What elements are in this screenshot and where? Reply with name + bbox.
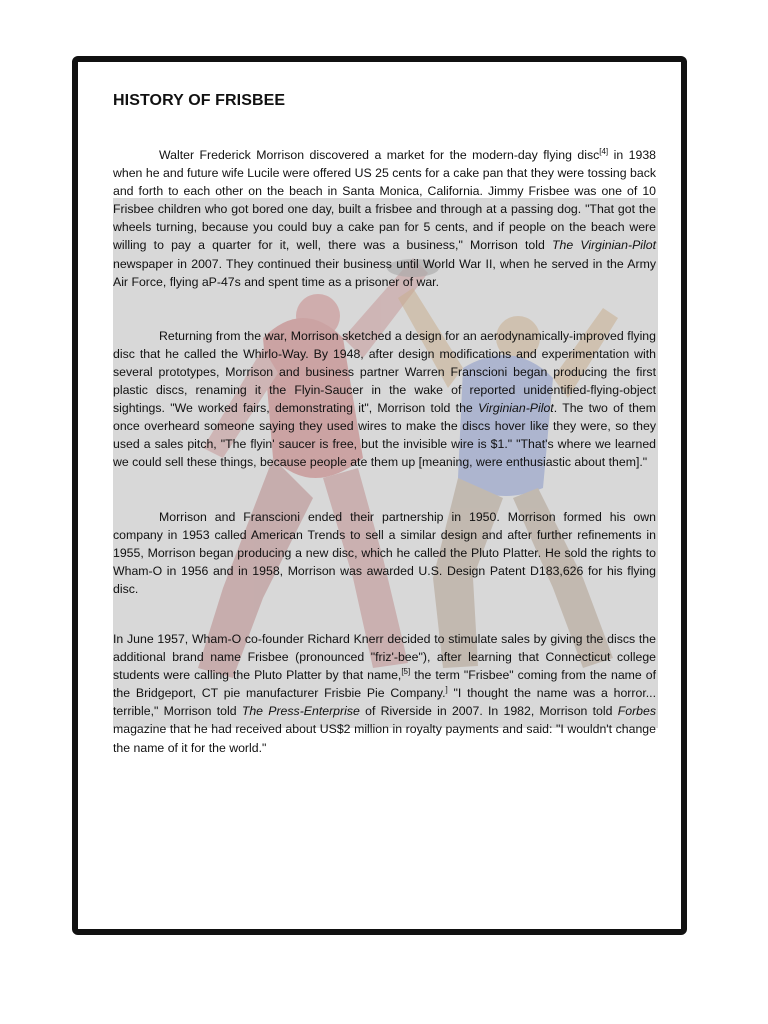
p4-text-c: "I thought the name was a horror... terrible," Morrison told [113, 686, 656, 719]
p4-text-e: magazine that he had received about US$2 million in royalty payments and said: "I wouldn't change the name of it for the world." [113, 722, 656, 755]
paragraph-1 [113, 146, 656, 291]
p1-italic-virginian-pilot: The Virginian-Pilot [552, 238, 657, 253]
p4-italic-forbes: Forbes [617, 704, 656, 719]
p4-text-a: In June 1957, Wham-O co-founder Richard Knerr decided to stimulate sales by giving the discs the additional brand name Frisbee (pronounced "friz'-bee"), after learning that Connecticut college students were calling the Pluto Platter by that name, [113, 631, 656, 683]
p2-text-a: Returning from the war, Morrison sketched a design for an aerodynamically-improved flying disc that he called the Whirlo-Way. By 1948, after design modifications and experimentation with several prototypes, Morrison and business partner Warren Franscioni began producing the first plastic discs, renaming it the Flyin-Saucer in the wake of reported unidentified-flying-object sightings. "We worked fairs, demonstrating it", Morrison told the [113, 328, 656, 416]
citation-4: [4] [599, 146, 609, 156]
page-title: HISTORY OF FRISBEE [113, 92, 286, 109]
paragraph-4 [113, 630, 656, 757]
p4-italic-press-enterprise: The Press-Enterprise [241, 704, 360, 719]
paragraph-3: Morrison and Franscioni ended their partnership in 1950. Morrison formed his own company in 1953 called American Trends to sell a similar design and after further refinements in 1955, Morrison began producing a new disc, which he called the Pluto Platter. He sold the rights to Wham-O in 1956 and in 1958, Morrison was awarded U.S. Design Patent D183,626 for his flying disc. [113, 509, 656, 596]
document-body [113, 92, 656, 757]
p2-text-b: . The two of them once overheard someone saying they used wires to make the discs hover like they were, so they used a sales pitch, "The flyin' saucer is free, but the invisible wire is $1." "That's where we learned we could sell these things, because people ate them up [meaning, were enthusiastic about them]." [113, 401, 656, 470]
p1-text-a: Walter Frederick Morrison discovered a market for the modern-day flying disc [159, 148, 600, 162]
p1-text-c: newspaper in 2007. They continued their business until World War II, when he served in the Army Air Force, flying aP-47s and spent time as a prisoner of war. [113, 256, 656, 289]
paragraph-2 [113, 327, 656, 472]
p4-text-d: of Riverside in 2007. In 1982, Morrison told [359, 704, 618, 719]
p4-text-b: the term "Frisbee" coming from the name of the Bridgeport, CT pie manufacturer Frisbie Pie Company. [113, 668, 656, 701]
p1-text-b: in 1938 when he and future wife Lucile were offered US 25 cents for a cake pan that they were tossing back and forth to each other on the beach in Santa Monica, California. Jimmy Frisbee was one of 10 Frisbee children who got bored one day, built a frisbee and through at a passing dog. "That got the wheels turning, because you could buy a cake pan for 5 cents, and if people on the beach were willing to pay a quarter for it, well, there was a business," Morrison told [113, 148, 656, 253]
p2-italic-virginian-pilot: Virginian-Pilot [478, 401, 554, 416]
citation-5: [5] [401, 667, 411, 677]
citation-bracket: ] [445, 685, 448, 695]
